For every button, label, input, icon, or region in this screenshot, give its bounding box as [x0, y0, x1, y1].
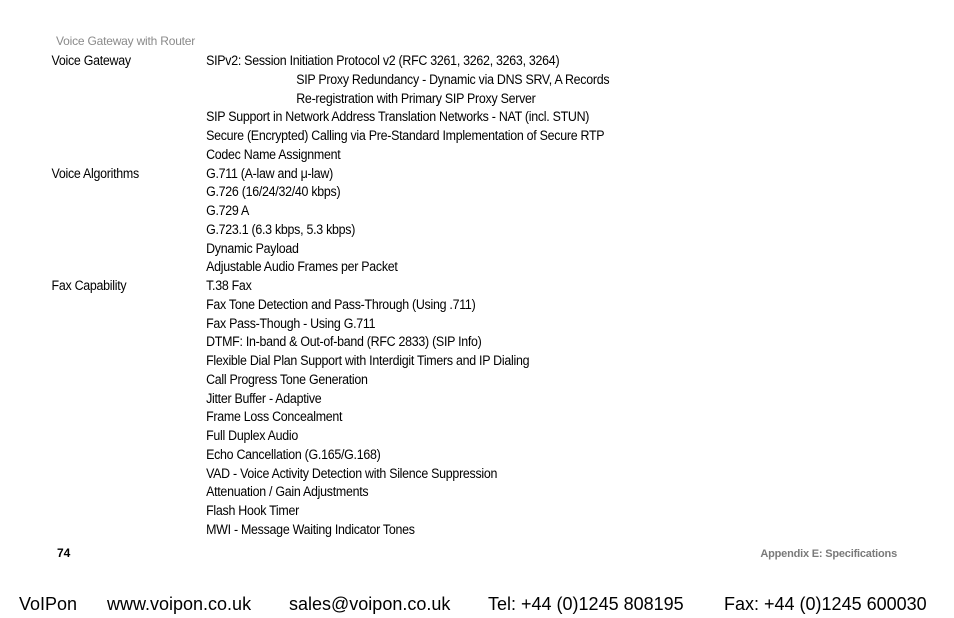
spec-category-label: Fax Capability — [51, 278, 127, 293]
spec-item: T.38 Fax — [206, 278, 252, 293]
spec-item: DTMF: In-band & Out-of-band (RFC 2833) (SIP Info) — [206, 334, 482, 350]
spec-item: Fax Tone Detection and Pass-Through (Using .711) — [206, 296, 476, 312]
running-header: Voice Gateway with Router — [56, 34, 196, 48]
spec-item: Secure (Encrypted) Calling via Pre-Standard Implementation of Secure RTP — [206, 128, 605, 143]
spec-item: G.723.1 (6.3 kbps, 5.3 kbps) — [206, 221, 356, 237]
spec-item: Full Duplex Audio — [206, 428, 299, 443]
spec-item: Call Progress Tone Generation — [206, 371, 368, 387]
spec-item: Codec Name Assignment — [206, 146, 341, 162]
page-number: 74 — [57, 546, 71, 560]
phone-number: Tel: +44 (0)1245 808195 — [488, 594, 684, 614]
spec-category-label: Voice Algorithms — [51, 165, 139, 181]
spec-item: Frame Loss Concealment — [206, 409, 343, 425]
spec-item: VAD - Voice Activity Detection with Silence Suppression — [206, 465, 498, 481]
appendix-title: Appendix E: Specifications — [760, 548, 897, 560]
spec-item: Attenuation / Gain Adjustments — [206, 484, 369, 500]
contact-footer — [0, 594, 954, 616]
spec-item: Flexible Dial Plan Support with Interdigit Timers and IP Dialing — [206, 353, 530, 368]
spec-item: SIP Proxy Redundancy - Dynamic via DNS SRV, A Records — [296, 71, 610, 87]
spec-item: G.729 A — [206, 203, 250, 218]
spec-item: Re-registration with Primary SIP Proxy Server — [296, 90, 536, 106]
spec-item: SIPv2: Session Initiation Protocol v2 (RFC 3261, 3262, 3263, 3264) — [206, 53, 560, 68]
spec-item: MWI - Message Waiting Indicator Tones — [206, 521, 415, 537]
spec-item: Adjustable Audio Frames per Packet — [206, 259, 398, 275]
fax-number: Fax: +44 (0)1245 600030 — [724, 594, 927, 614]
spec-item: Flash Hook Timer — [206, 503, 299, 518]
spec-item: G.711 (A-law and μ-law) — [206, 165, 333, 181]
spec-item: Jitter Buffer - Adaptive — [206, 390, 322, 406]
company-name: VoIPon — [19, 594, 78, 614]
website-link[interactable]: www.voipon.co.uk — [107, 594, 252, 614]
spec-item: Echo Cancellation (G.165/G.168) — [206, 446, 381, 462]
spec-item: Dynamic Payload — [206, 240, 299, 256]
email-link[interactable]: sales@voipon.co.uk — [289, 594, 451, 614]
spec-item: SIP Support in Network Address Translation Networks - NAT (incl. STUN) — [206, 109, 590, 125]
spec-item: G.726 (16/24/32/40 kbps) — [206, 184, 341, 200]
spec-category-label: Voice Gateway — [51, 53, 131, 68]
spec-item: Fax Pass-Though - Using G.711 — [206, 315, 376, 331]
